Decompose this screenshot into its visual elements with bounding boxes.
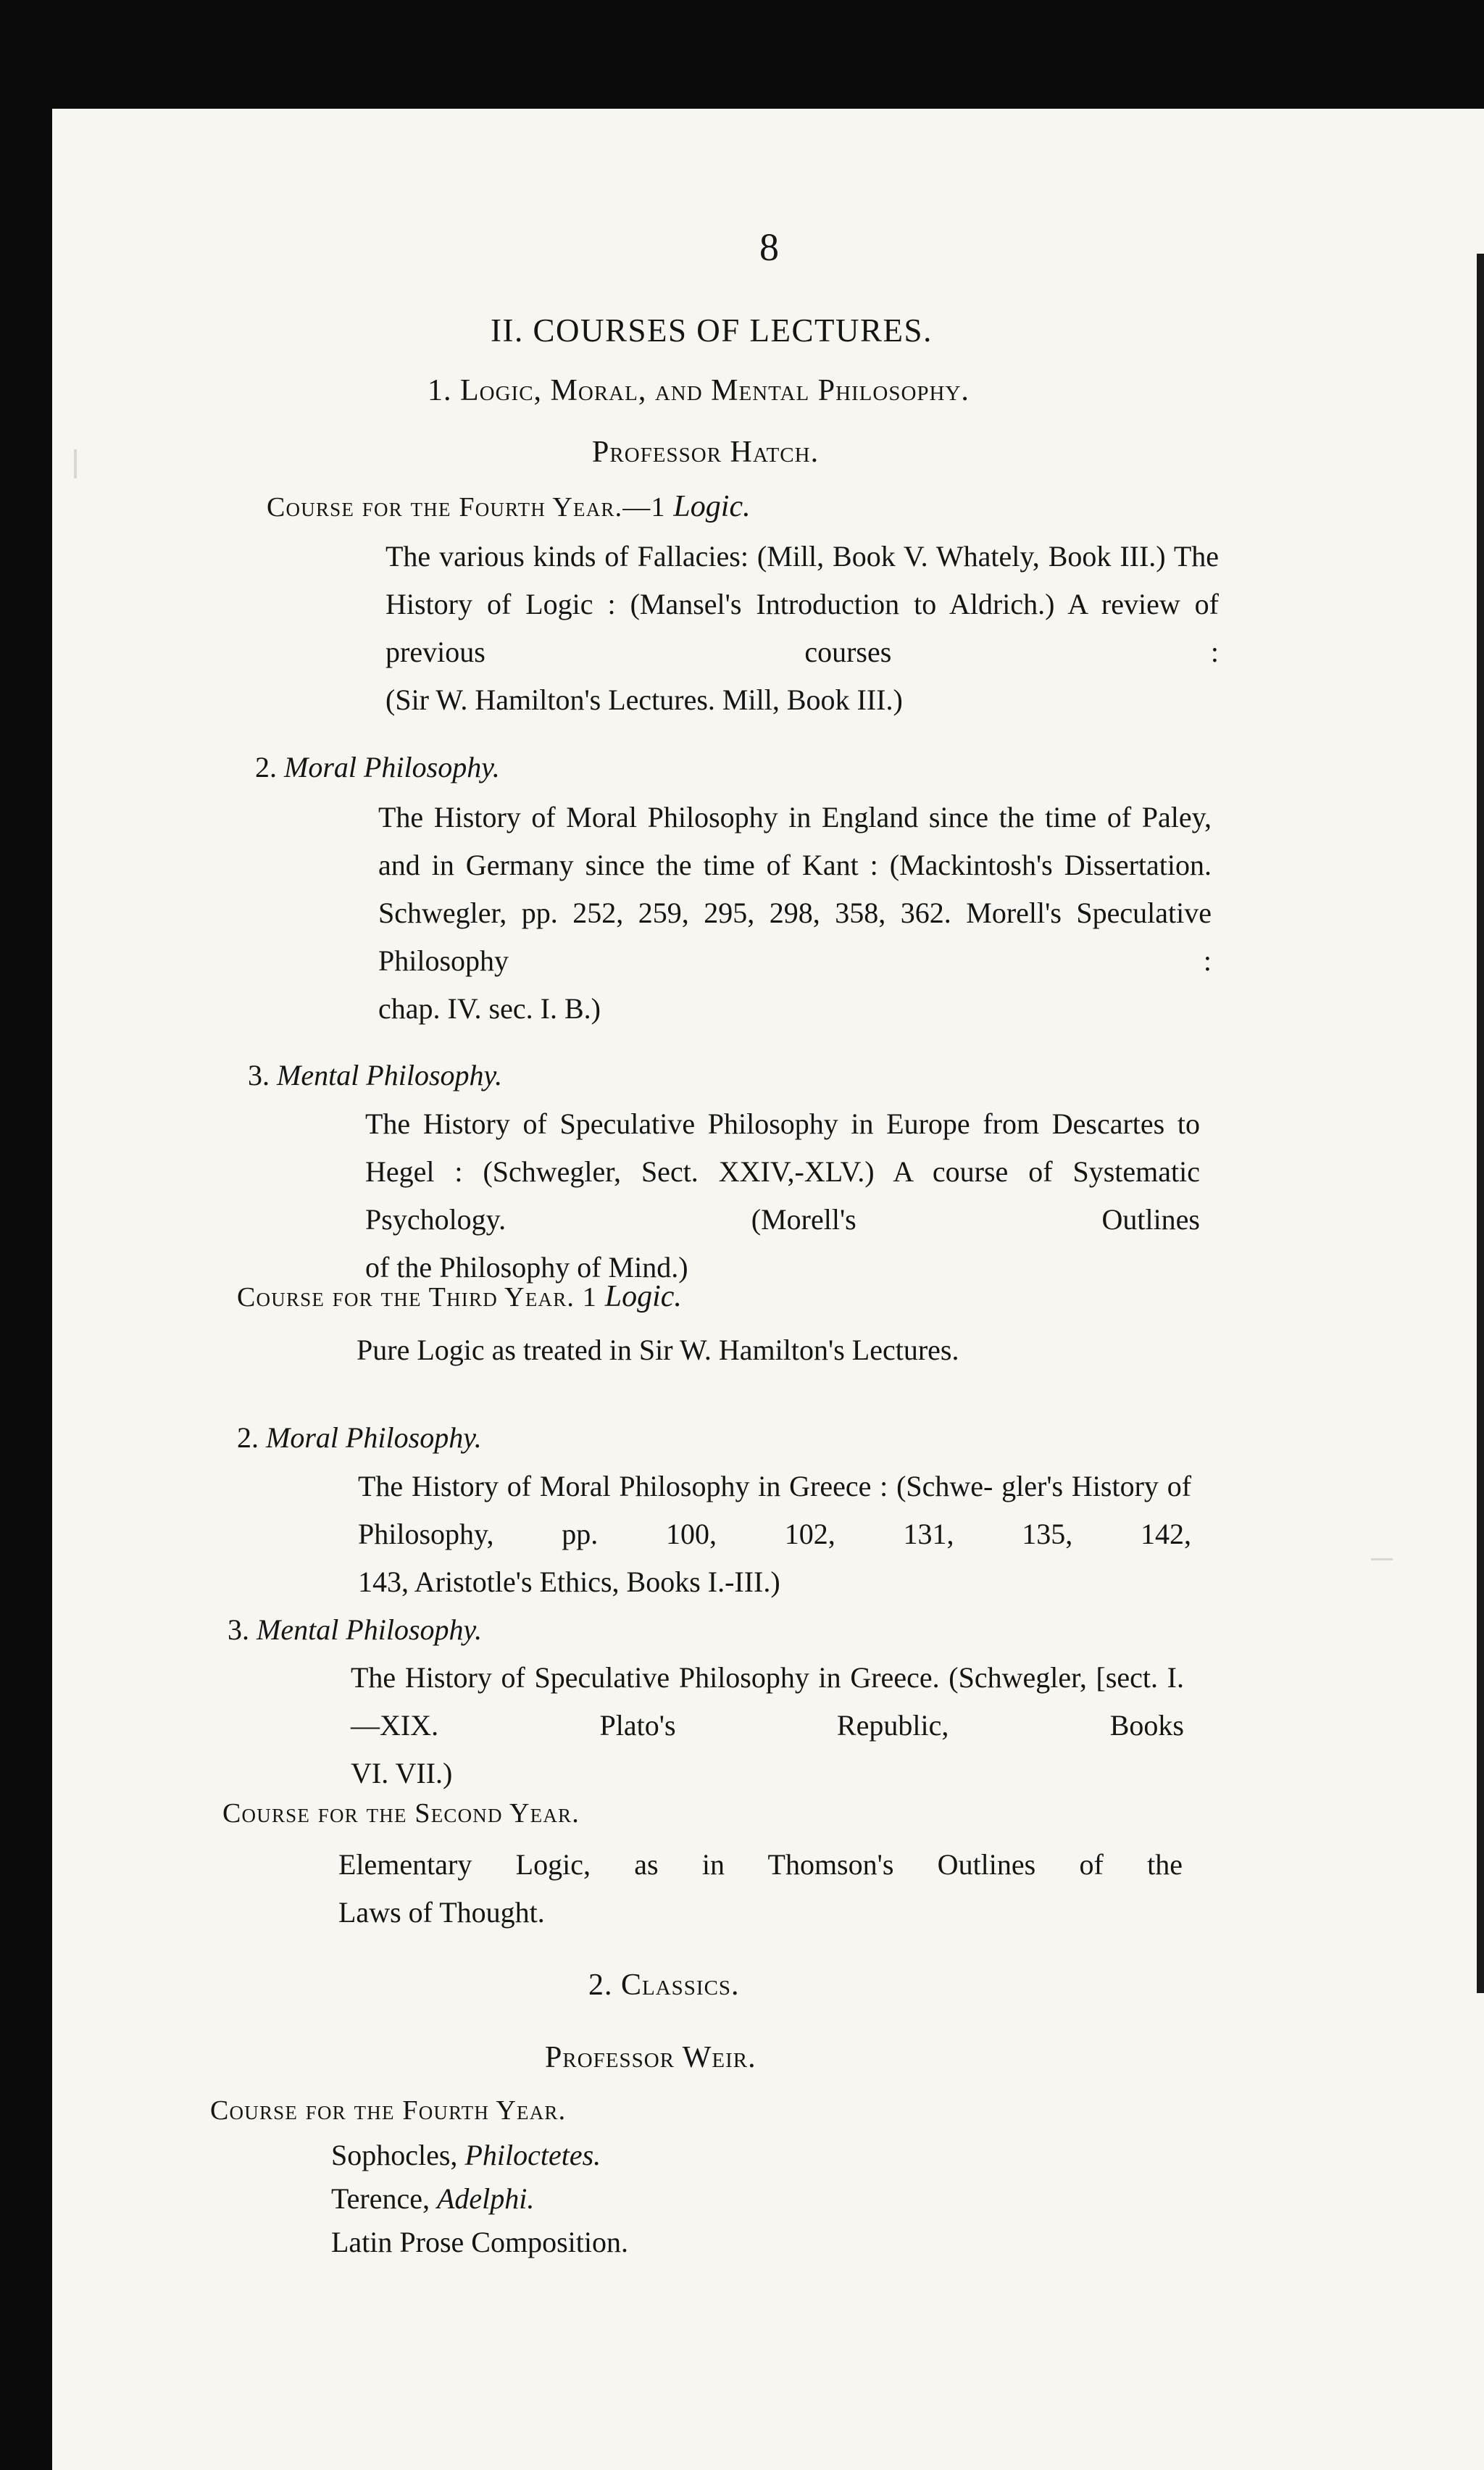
paragraph-fallacies (385, 533, 1219, 724)
author: Terence, (331, 2182, 430, 2215)
course-heading-classics-fourth-year: Course for the Fourth Year. (210, 2095, 567, 2126)
work-title: Adelphi. (436, 2182, 535, 2215)
text-line: (Sir W. Hamilton's Lectures. Mill, Book III.) (385, 683, 903, 716)
page-edge-shadow (1477, 254, 1484, 1993)
course-heading-third-year (237, 1279, 682, 1314)
text-line: VI. VII.) (351, 1757, 453, 1789)
page-number: 8 (759, 225, 779, 269)
subject-mental-philosophy-4 (248, 1058, 502, 1092)
paragraph-moral-4 (378, 794, 1212, 1033)
subject-logic: Logic. (604, 1280, 682, 1313)
text-line: Introduction to Aldrich.) A review of previous courses : (385, 588, 1219, 668)
text-line: (Schwegler, [sect. I.—XIX. Plato's Republic, Books (351, 1661, 1185, 1742)
text-line: The History of Moral Philosophy in Greece : (Schwe- (358, 1470, 993, 1502)
subject-logic: Logic. (673, 490, 751, 523)
professor-hatch: Professor Hatch. (592, 436, 820, 469)
text-line: time of Paley, and in Germany since the time of Kant : (378, 801, 1212, 881)
paragraph-logic-3 (357, 1326, 1197, 1374)
text-line: Laws of Thought. (338, 1896, 545, 1929)
item-number: 1 (582, 1282, 598, 1313)
text-line: A course of Systematic Psychology. (Morell's Outlines (365, 1155, 1200, 1236)
text-line: gler's History of Philosophy, pp. 100, 102, 131, 135, 142, (358, 1470, 1192, 1550)
subject-label: Moral Philosophy. (266, 1421, 482, 1454)
text-line: The History of Moral Philosophy in England since the (378, 801, 1035, 833)
paragraph-mental-4 (365, 1100, 1200, 1292)
course-heading-second-year: Course for the Second Year. (222, 1798, 580, 1829)
item-number: 3. (228, 1613, 249, 1646)
text-line: The History of Speculative Philosophy in Europe from (365, 1107, 1040, 1140)
item-number: 2. (255, 751, 277, 783)
document-page (52, 109, 1484, 2470)
paragraph-mental-3 (351, 1654, 1184, 1797)
text-line: Elementary Logic, as in Thomson's Outlines of the (338, 1848, 1183, 1881)
subject-label: Mental Philosophy. (257, 1613, 483, 1646)
text-line: The various kinds of Fallacies: (Mill, Book V. (385, 540, 928, 573)
text-line: 295, 298, 358, 362. Morell's Speculative Philosophy : (378, 897, 1212, 977)
work-title: Philoctetes. (464, 2139, 601, 2171)
subject-mental-philosophy-3 (228, 1613, 482, 1647)
item-number: 2. (237, 1421, 259, 1454)
classics-item (331, 2182, 534, 2216)
author: Sophocles, (331, 2139, 458, 2171)
subsection-title-philosophy: 1. Logic, Moral, and Mental Philosophy. (428, 374, 970, 407)
subject-moral-philosophy-3 (237, 1421, 482, 1455)
item-number: 3. (248, 1059, 270, 1091)
text-line: of the Philosophy of Mind.) (365, 1251, 688, 1284)
text-line: Pure Logic as treated in Sir W. Hamilton's Lectures. (357, 1334, 959, 1366)
professor-weir: Professor Weir. (545, 2041, 756, 2074)
text-line: 143, Aristotle's Ethics, Books I.-III.) (358, 1565, 780, 1598)
subject-label: Moral Philosophy. (284, 751, 500, 783)
course-heading-fourth-year (267, 489, 751, 524)
text-line: Descartes to Hegel : (Schwegler, Sect. XXIV,-XLV.) (365, 1107, 1200, 1188)
text-line: The History of Speculative Philosophy in Greece. (351, 1661, 940, 1694)
paper-speck (1371, 1558, 1393, 1560)
subject-moral-philosophy-4 (255, 750, 500, 784)
subject-label: Mental Philosophy. (277, 1059, 503, 1091)
text-line: chap. IV. sec. I. B.) (378, 992, 601, 1025)
subsection-title-classics: 2. Classics. (588, 1968, 740, 2002)
classics-item: Latin Prose Composition. (331, 2226, 628, 2258)
section-title: II. COURSES OF LECTURES. (491, 312, 933, 349)
text-line: Whately, Book III.) The History of Logic : (Mansel's (385, 540, 1220, 620)
paragraph-logic-2 (338, 1841, 1183, 1937)
paper-speck (74, 449, 77, 478)
paragraph-moral-3 (358, 1463, 1191, 1606)
course-heading-text: Course for the Third Year. (237, 1282, 575, 1313)
course-heading-text: Course for the Fourth Year.—1 (267, 492, 666, 523)
classics-item (331, 2138, 601, 2172)
text-line: (Mackintosh's Dissertation. Schwegler, pp. 252, 259, (378, 849, 1212, 929)
